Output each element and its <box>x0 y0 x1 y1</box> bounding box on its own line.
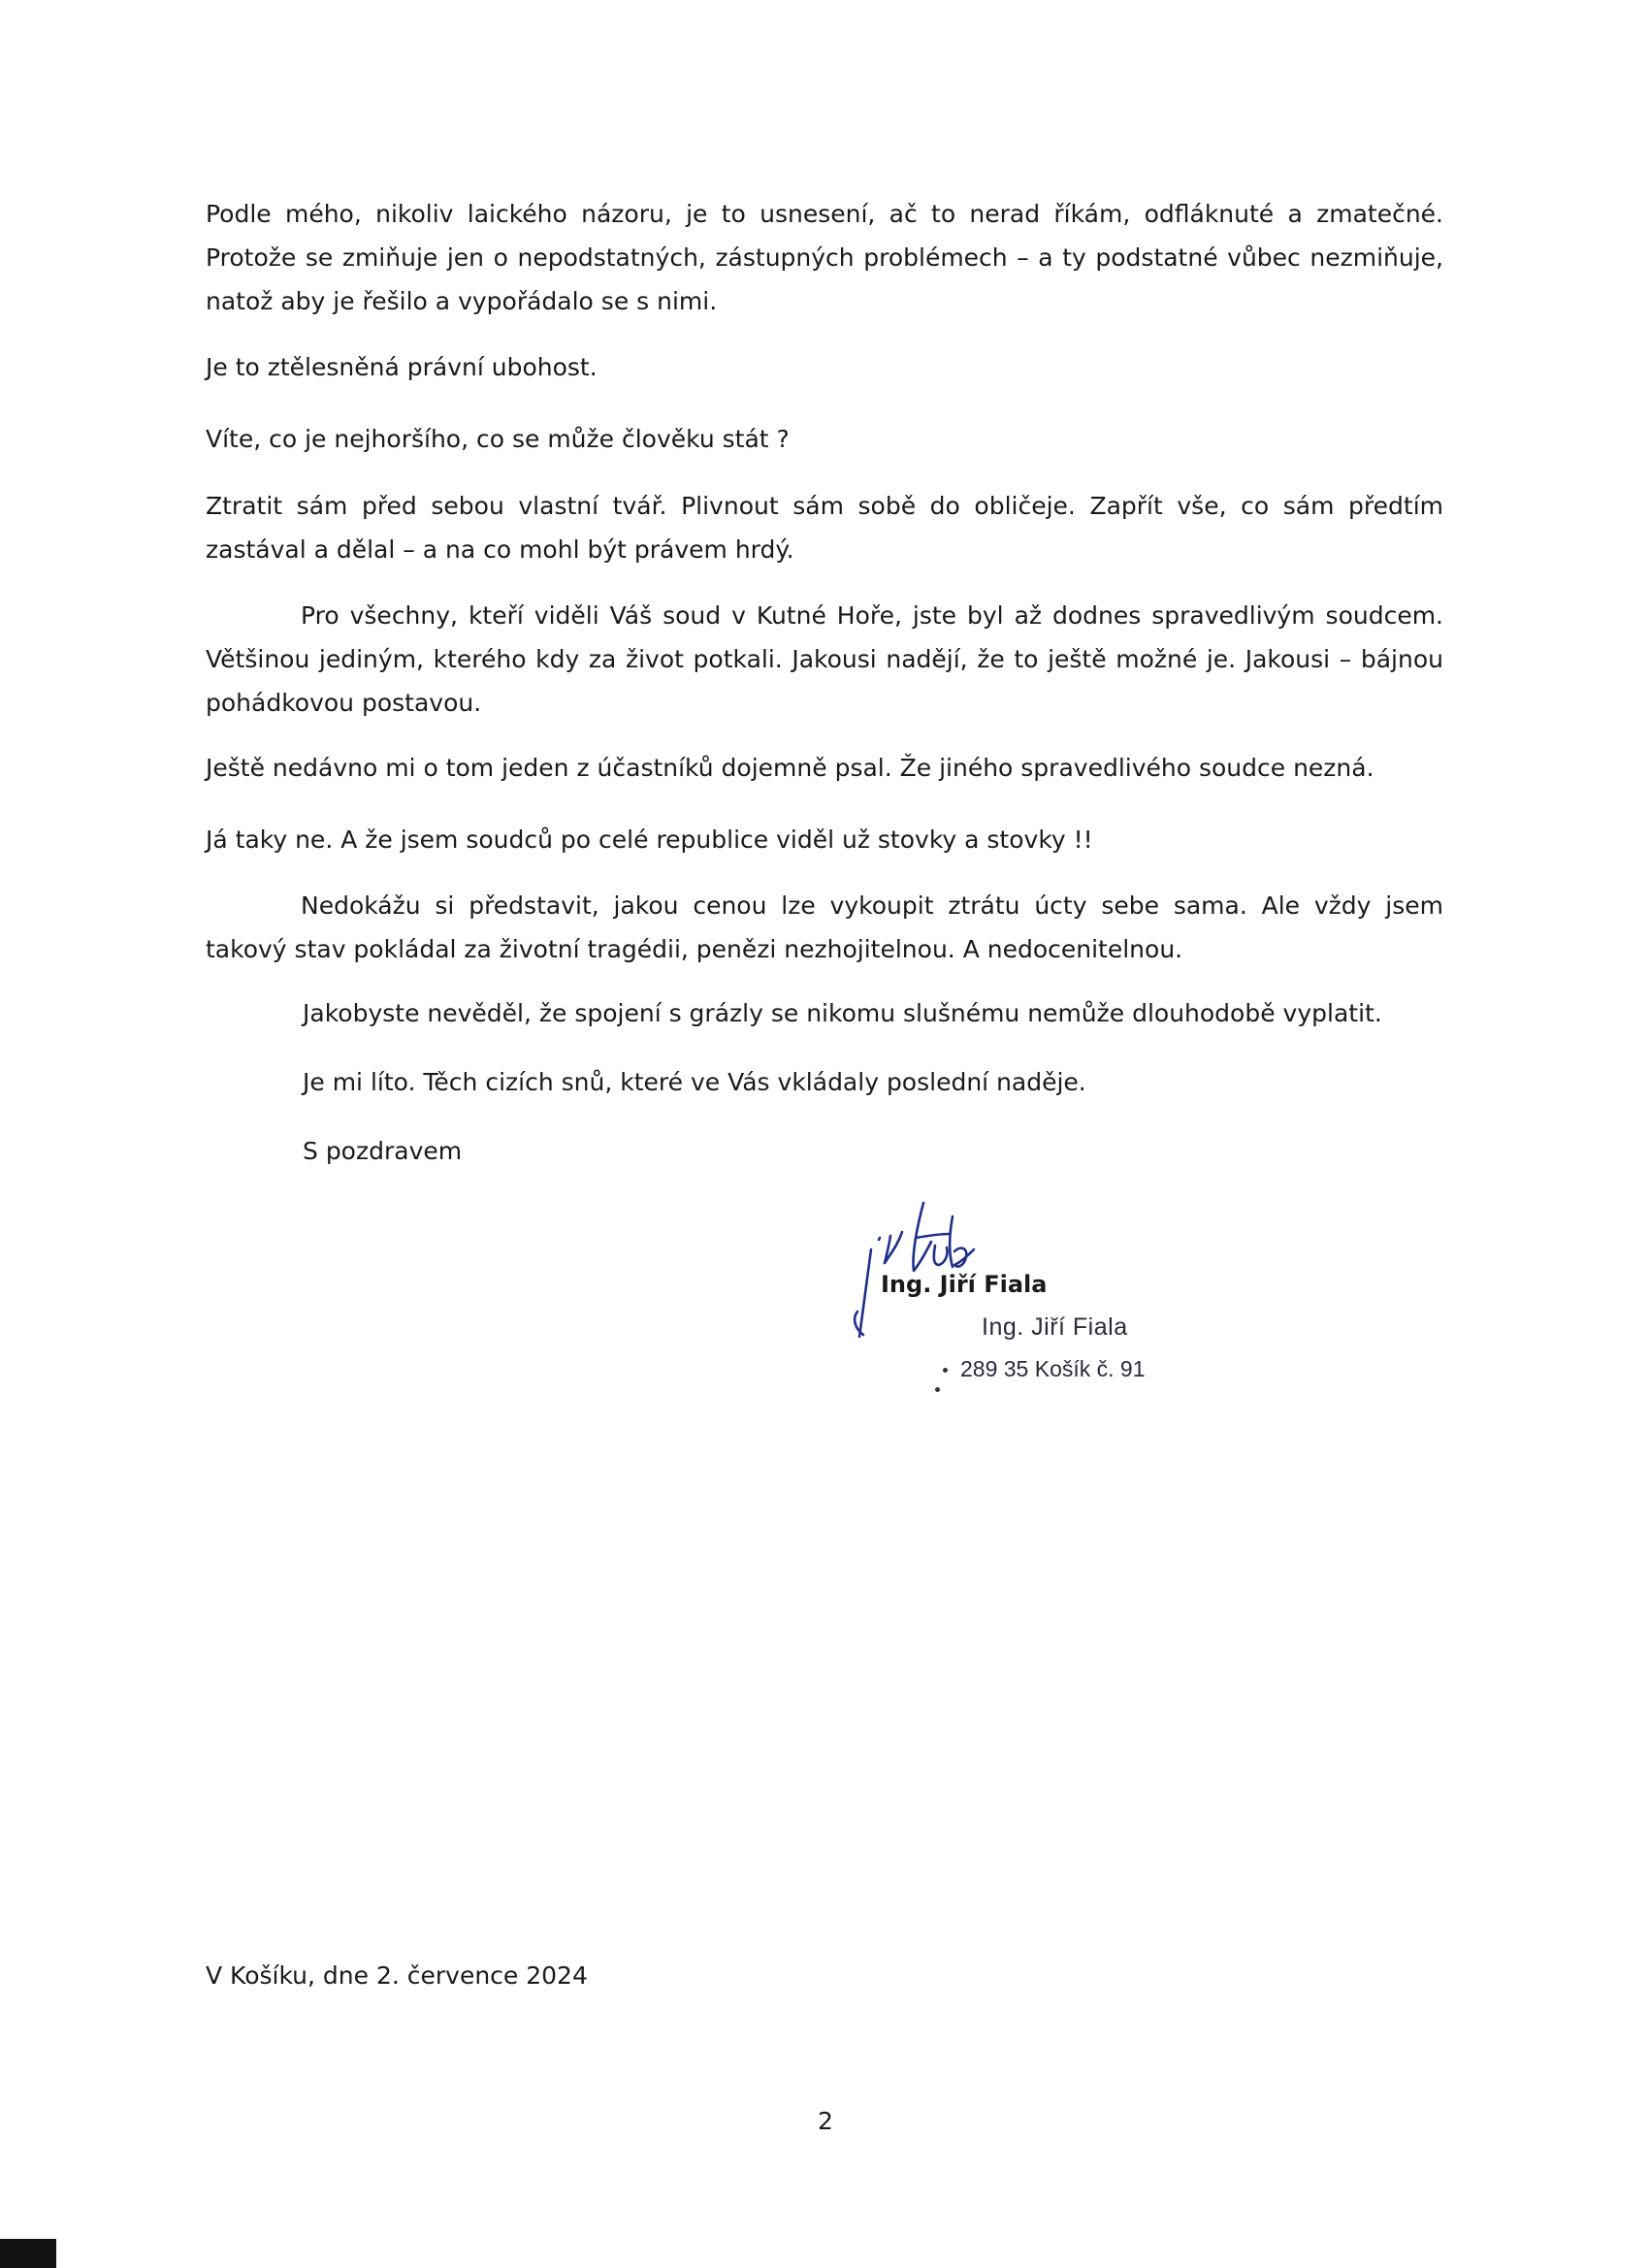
paragraph-usneseni: Podle mého, nikoliv laického názoru, je to usnesení, ač to nerad říkám, odfláknuté a zmatečné. Protože se zmiňuje jen o nepodstatných, zástupných problémech – a ty podstatné vůbec nezmiňuje, natož aby je řešilo a vypořádalo se s nimi. <box>206 200 1443 315</box>
paragraph-soudcu: Já taky ne. A že jsem soudců po celé republice viděl už stovky a stovky !! <box>206 826 1093 854</box>
stamp-address: 289 35 Košík č. 91 <box>960 1356 1146 1381</box>
paragraph-ubohost: Je to ztělesněná právní ubohost. <box>206 353 598 381</box>
paragraph-grazly: Jakobyste nevěděl, že spojení s grázly se nikomu slušnému nemůže dlouhodobě vyplatit. <box>303 999 1382 1027</box>
paragraph-question: Víte, co je nejhoršího, co se může člověku stát ? <box>206 425 790 453</box>
signature-block <box>834 1193 1222 1397</box>
stamp-dot <box>935 1387 940 1392</box>
paragraph-lito: Je mi líto. Těch cizích snů, které ve Vás vkládaly poslední naděje. <box>303 1068 1086 1096</box>
scan-edge-mark <box>0 2239 56 2268</box>
closing-greeting: S pozdravem <box>303 1137 463 1165</box>
stamp-name: Ing. Jiří Fiala <box>982 1313 1128 1341</box>
place-date: V Košíku, dne 2. července 2024 <box>206 1961 588 1990</box>
stamp-dot <box>943 1368 948 1373</box>
paragraph-kutna-hora: Pro všechny, kteří viděli Váš soud v Kutné Hoře, jste byl až dodnes spravedlivým soudcem. Většinou jediným, kterého kdy za život potkali. Jakousi nadějí, že to ještě možné je. Jakousi – bájnou pohádkovou postavou. <box>206 601 1443 717</box>
typed-name: Ing. Jiří Fiala <box>881 1271 1048 1298</box>
page-number: 2 <box>818 2107 833 2135</box>
paragraph-ucastnik: Ještě nedávno mi o tom jeden z účastníků dojemně psal. Že jiného spravedlivého soudce nezná. <box>206 754 1374 782</box>
paragraph-ucta: Nedokážu si představit, jakou cenou lze vykoupit ztrátu úcty sebe sama. Ale vždy jsem takový stav pokládal za životní tragédii, penězi nezhojitelnou. A nedocenitelnou. <box>206 891 1443 963</box>
paragraph-tvar: Ztratit sám před sebou vlastní tvář. Plivnout sám sobě do obličeje. Zapřít vše, co sám předtím zastával a dělal – a na co mohl být právem hrdý. <box>206 492 1443 564</box>
